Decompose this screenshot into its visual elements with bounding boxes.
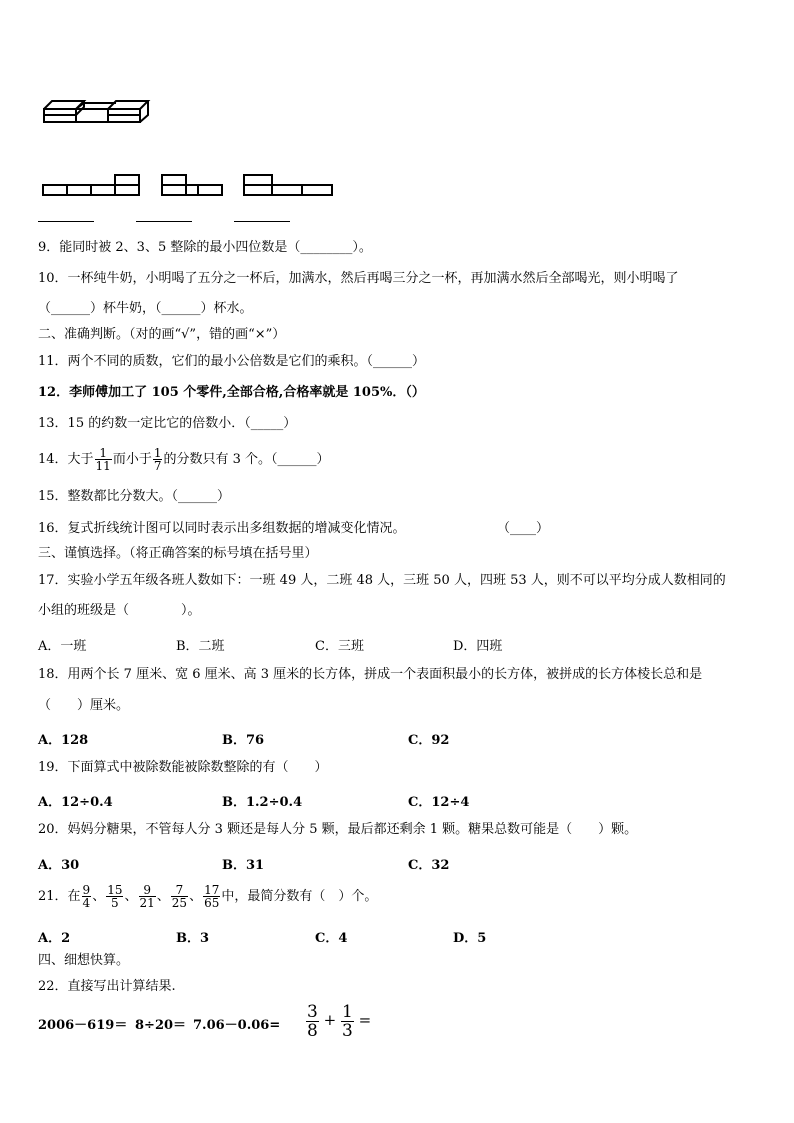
calc-item-3: 7.06－0.06= <box>193 1018 281 1033</box>
question-12: 12．李师傅加工了 105 个零件,全部合格,合格率就是 105%．（） <box>38 385 425 400</box>
question-17-line-1: 17．实验小学五年级各班人数如下：一班 49 人，二班 48 人，三班 50 人，四班 53 人，则不可以平均分成人数相同的 <box>38 573 726 588</box>
fraction-17-65: $\frac{17}{65}$ <box>204 883 220 910</box>
answer-blank-3[interactable] <box>234 221 290 222</box>
question-20: 20．妈妈分糖果，不管每人分 3 颗还是每人分 5 颗，最后都还剩余 1 颗。糖果总数可能是（ ）颗。 <box>38 822 638 837</box>
section-2-heading: 二、准确判断。（对的画“√”，错的画“×”） <box>38 327 286 342</box>
q17-option-b[interactable]: B．二班 <box>176 639 225 654</box>
cube-arrangement-figure <box>42 95 157 125</box>
fraction-15-5: $\frac{15}{5}$ <box>107 883 123 910</box>
q17-option-d[interactable]: D．四班 <box>453 639 503 654</box>
question-19: 19．下面算式中被除数能被除数整除的有（ ） <box>38 760 328 775</box>
question-21 <box>38 879 377 915</box>
equals-sign: = <box>358 1011 372 1029</box>
q21-sep-1: 、 <box>92 889 106 904</box>
fraction-1-3: $\frac{1}{3}$ <box>341 1001 353 1041</box>
q17-option-c[interactable]: C．三班 <box>315 639 364 654</box>
section-3-heading: 三、谨慎选择。（将正确答案的标号填在括号里） <box>38 546 318 561</box>
q19-option-b[interactable]: B．1.2÷0.4 <box>222 795 303 810</box>
q20-option-a[interactable]: A．30 <box>38 858 80 873</box>
question-10-line-1: 10．一杯纯牛奶，小明喝了五分之一杯后，加满水，然后再喝三分之一杯，再加满水然后全部喝光，则小明喝了 <box>38 271 679 286</box>
q20-option-b[interactable]: B．31 <box>222 858 265 873</box>
question-18-line-2: （ ）厘米。 <box>38 698 130 713</box>
calc-item-1: 2006－619＝ <box>38 1018 128 1033</box>
question-9: 9．能同时被 2、3、5 整除的最小四位数是（________）。 <box>38 240 372 255</box>
section-4-heading: 四、细想快算。 <box>38 953 130 968</box>
q18-option-b[interactable]: B．76 <box>222 733 265 748</box>
q18-option-a[interactable]: A．128 <box>38 733 89 748</box>
fraction-9-21: $\frac{9}{21}$ <box>139 883 155 910</box>
front-view-figure-2 <box>160 173 230 197</box>
plus-sign: + <box>323 1011 337 1029</box>
calc-item-4 <box>306 1000 371 1040</box>
q19-option-c[interactable]: C．12÷4 <box>408 795 470 810</box>
q20-option-c[interactable]: C．32 <box>408 858 450 873</box>
answer-blank-1[interactable] <box>38 221 94 222</box>
question-13: 13．15 的约数一定比它的倍数小．（_____） <box>38 416 297 431</box>
question-16-blank: （____） <box>497 521 550 536</box>
fraction-9-4: $\frac{9}{4}$ <box>82 883 91 910</box>
q21-sep-2: 、 <box>124 889 138 904</box>
q17-option-a[interactable]: A．一班 <box>38 639 87 654</box>
q14-pre: 14．大于 <box>38 452 94 467</box>
q21-pre: 21．在 <box>38 889 81 904</box>
calc-item-2: 8÷20＝ <box>135 1018 187 1033</box>
question-22: 22．直接写出计算结果. <box>38 979 176 994</box>
q21-option-a[interactable]: A．2 <box>38 931 71 946</box>
question-14 <box>38 443 330 477</box>
fraction-3-8: $\frac{3}{8}$ <box>307 1001 318 1041</box>
fraction-7-25: $\frac{7}{25}$ <box>171 883 188 910</box>
front-view-figure-3 <box>242 173 337 197</box>
q19-option-a[interactable]: A．12÷0.4 <box>38 795 113 810</box>
front-view-figure-1 <box>41 173 141 197</box>
q21-option-b[interactable]: B．3 <box>176 931 210 946</box>
fraction-1-7: $\frac{1}{7}$ <box>153 446 162 473</box>
question-10-line-2: （______）杯牛奶，（______）杯水。 <box>38 301 253 316</box>
question-18-line-1: 18．用两个长 7 厘米、宽 6 厘米、高 3 厘米的长方体，拼成一个表面积最小的长方体，被拼成的长方体棱长总和是 <box>38 667 703 682</box>
q14-post: 的分数只有 3 个。（______） <box>163 452 330 467</box>
q14-mid: 而小于 <box>112 452 152 467</box>
question-17-line-2: 小组的班级是（ ）。 <box>38 603 201 618</box>
question-15: 15．整数都比分数大。（______） <box>38 489 231 504</box>
q21-option-d[interactable]: D．5 <box>453 931 487 946</box>
q21-option-c[interactable]: C．4 <box>315 931 348 946</box>
q21-post: 中，最简分数有（ ）个。 <box>221 889 378 904</box>
q18-option-c[interactable]: C．92 <box>408 733 450 748</box>
question-16: 16．复式折线统计图可以同时表示出多组数据的增减变化情况。 <box>38 521 406 536</box>
question-11: 11．两个不同的质数，它们的最小公倍数是它们的乘积。（______） <box>38 354 426 369</box>
answer-blank-2[interactable] <box>136 221 192 222</box>
fraction-1-11: $\frac{1}{11}$ <box>95 446 111 473</box>
q21-sep-4: 、 <box>189 889 203 904</box>
q21-sep-3: 、 <box>156 889 170 904</box>
